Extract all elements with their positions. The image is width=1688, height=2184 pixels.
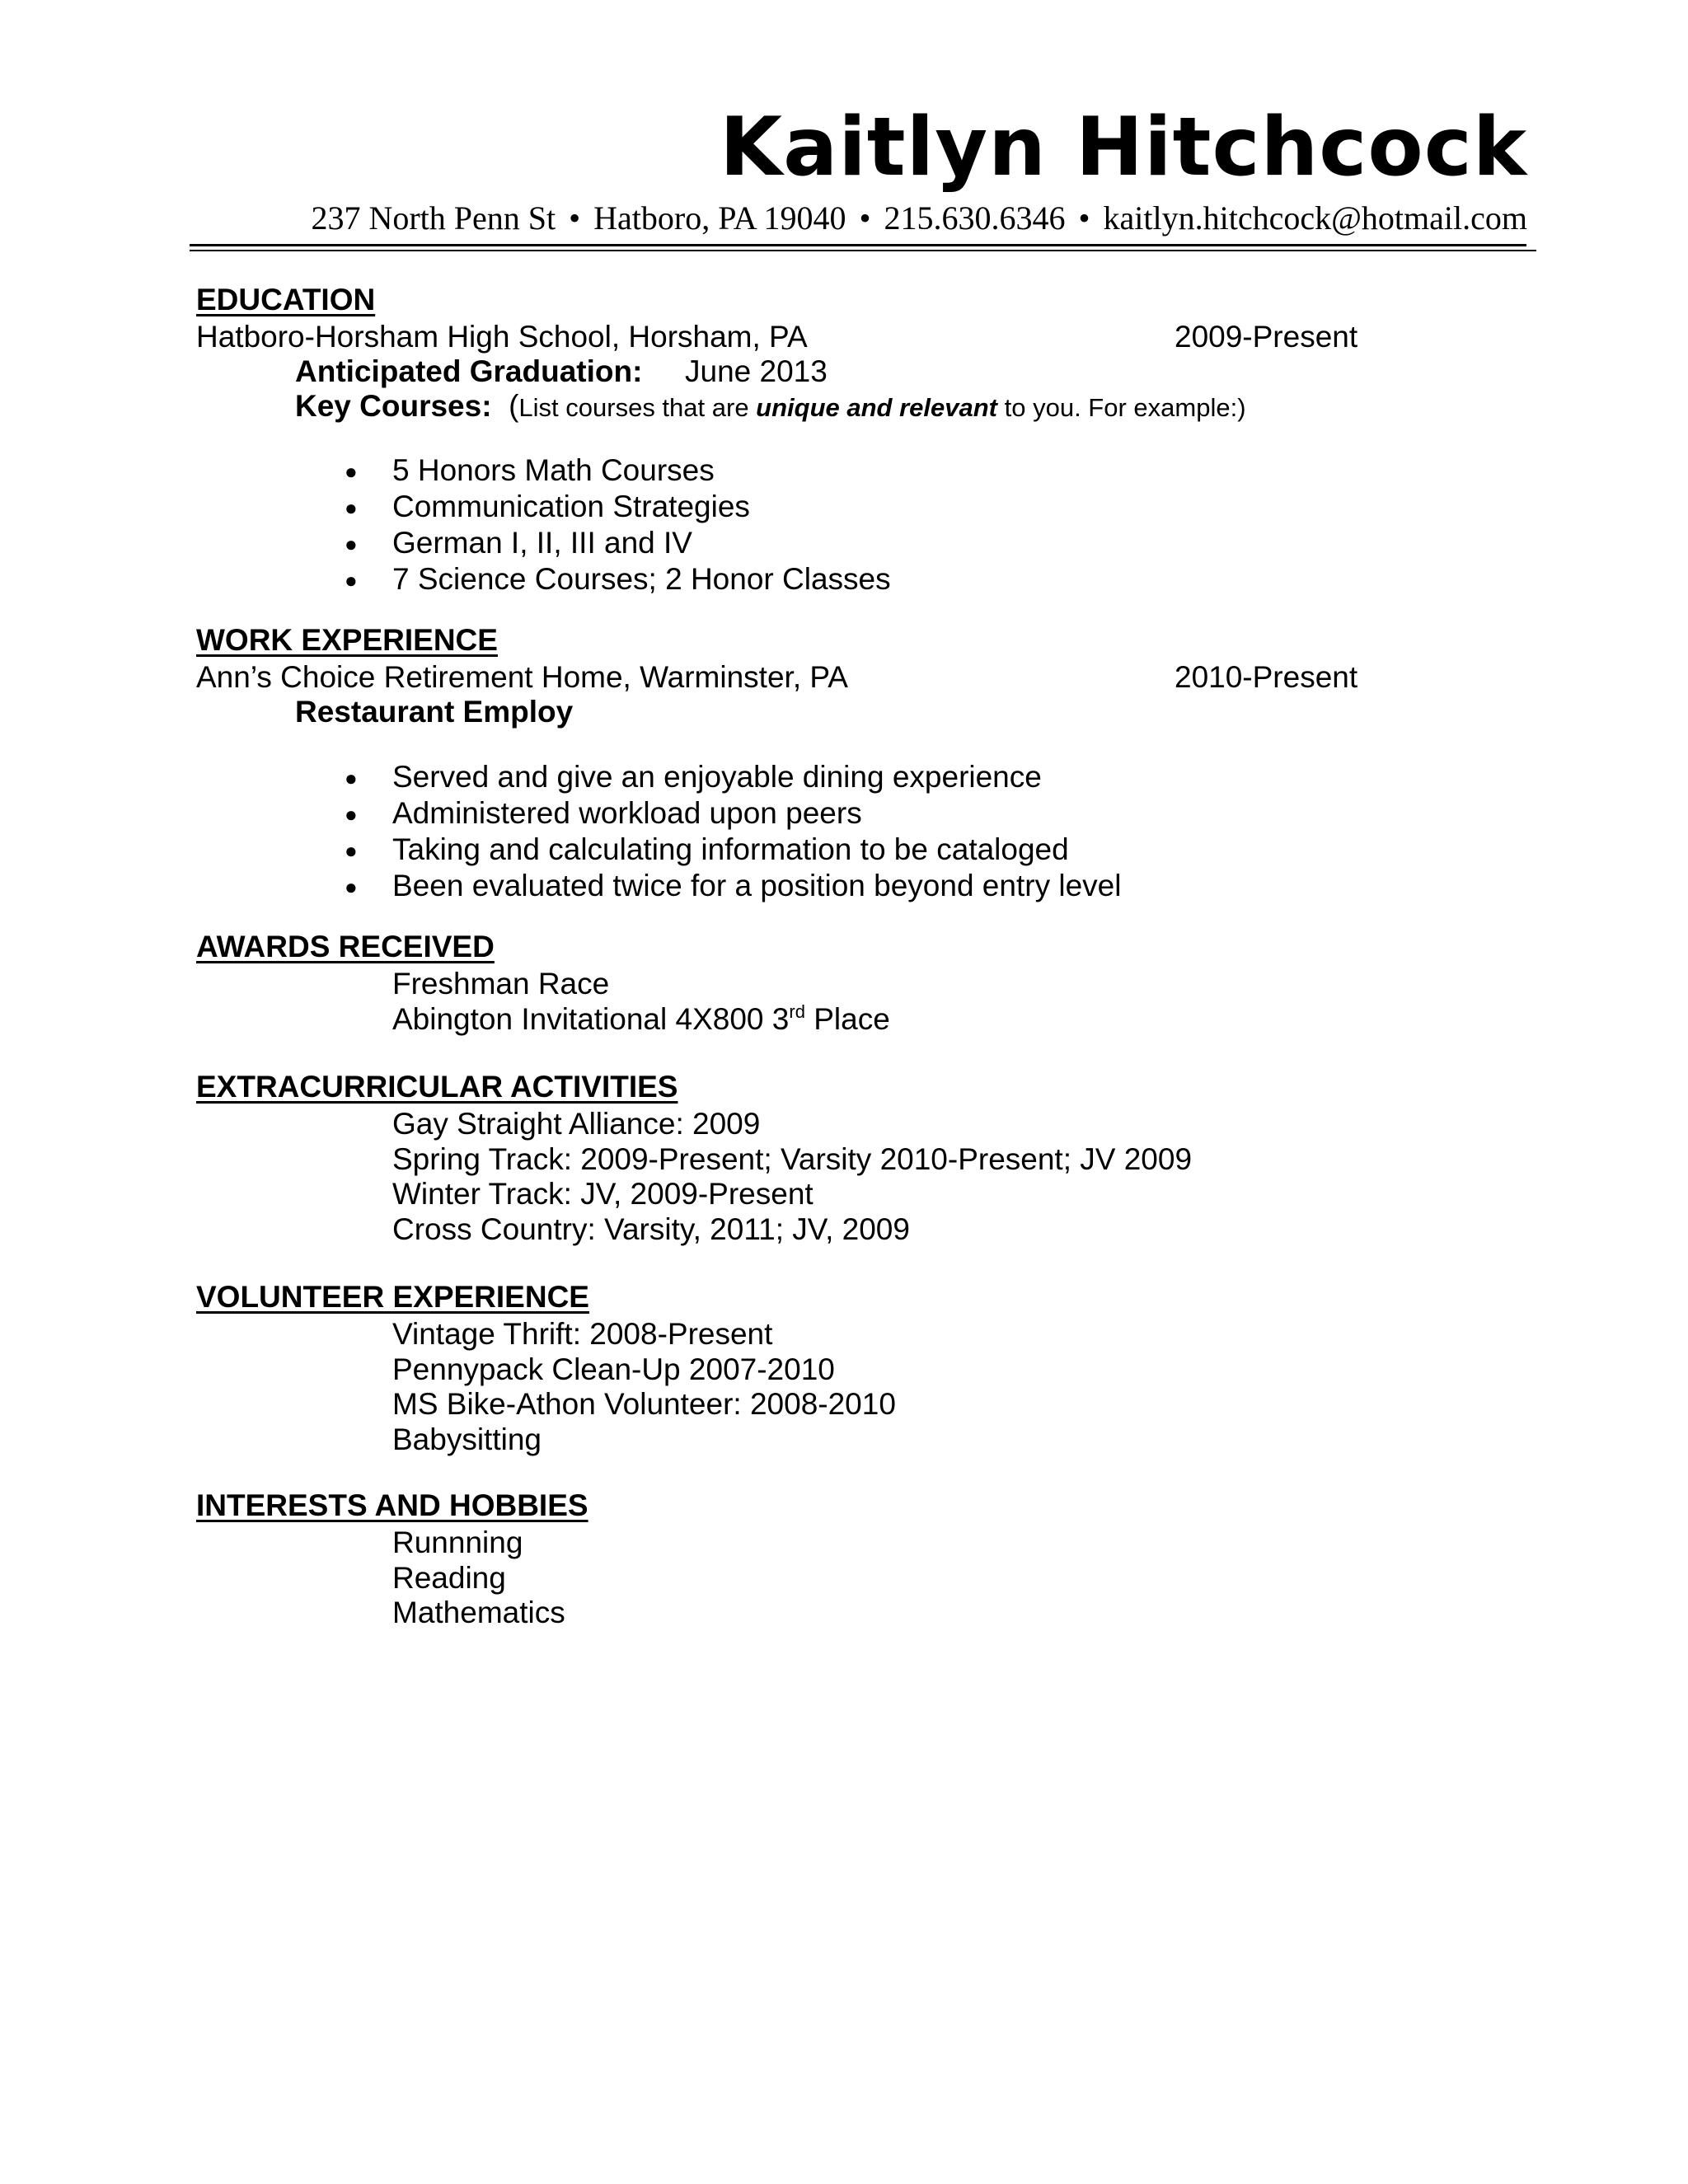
graduation-value: June 2013 — [685, 354, 828, 388]
extracurricular-heading: EXTRACURRICULAR ACTIVITIES — [196, 1070, 678, 1104]
list-item: Reading — [392, 1560, 506, 1595]
course-item: Communication Strategies — [392, 490, 750, 523]
list-item — [345, 834, 1121, 870]
work-dates: 2010-Present — [1175, 660, 1358, 694]
education-heading: EDUCATION — [196, 283, 376, 316]
awards-heading: AWARDS RECEIVED — [196, 930, 495, 963]
interests-heading: INTERESTS AND HOBBIES — [196, 1488, 588, 1522]
list-item — [345, 455, 891, 491]
award-text: Abington Invitational 4X800 3 — [392, 1001, 790, 1036]
list-item: Winter Track: JV, 2009-Present — [392, 1177, 814, 1211]
separator-dot: • — [569, 199, 581, 237]
candidate-name: Kaitlyn Hitchcock — [720, 101, 1527, 194]
duty-list — [345, 762, 1121, 907]
list-item — [345, 491, 891, 527]
list-item — [392, 1001, 890, 1039]
bullet-icon: ● — [345, 874, 358, 899]
education-school: Hatboro-Horsham High School, Horsham, PA — [196, 320, 808, 354]
bullet-icon: ● — [345, 459, 358, 484]
list-item: MS Bike-Athon Volunteer: 2008-2010 — [392, 1387, 896, 1421]
bullet-icon: ● — [345, 568, 358, 593]
key-courses-note-emphasis: unique and relevant — [756, 393, 998, 422]
course-item: German I, II, III and IV — [392, 526, 692, 560]
bullet-icon: ● — [345, 532, 358, 556]
bullet-icon: ● — [345, 766, 358, 790]
extracurricular-list — [392, 1108, 1192, 1249]
list-item — [345, 870, 1121, 907]
duty-item: Taking and calculating information to be cataloged — [392, 832, 1069, 866]
key-courses-note-post: to you. For example:) — [997, 393, 1246, 422]
city-state-zip: Hatboro, PA 19040 — [593, 199, 846, 237]
volunteer-heading: VOLUNTEER EXPERIENCE — [196, 1280, 589, 1314]
street-address: 237 North Penn St — [311, 199, 556, 237]
list-item: Vintage Thrift: 2008-Present — [392, 1317, 773, 1351]
key-courses-line — [295, 391, 1246, 421]
list-item: Mathematics — [392, 1596, 565, 1629]
header-rule-top — [190, 244, 1526, 246]
list-item: Runnning — [392, 1526, 523, 1559]
awards-list — [392, 968, 890, 1038]
separator-dot: • — [1078, 199, 1090, 237]
award-text-post: Place — [804, 1001, 890, 1036]
education-dates: 2009-Present — [1175, 320, 1358, 354]
work-employer: Ann’s Choice Retirement Home, Warminster, PA — [196, 660, 848, 694]
key-courses-note-pre: List courses that are — [518, 393, 757, 422]
list-item: Gay Straight Alliance: 2009 — [392, 1107, 761, 1141]
bullet-icon: ● — [345, 495, 358, 520]
key-courses-label: Key Courses: — [295, 389, 492, 423]
phone-number: 215.630.6346 — [884, 199, 1066, 237]
duty-item: Served and give an enjoyable dining experience — [392, 760, 1042, 794]
course-item: 5 Honors Math Courses — [392, 453, 715, 487]
list-item: Cross Country: Varsity, 2011; JV, 2009 — [392, 1212, 910, 1246]
work-role: Restaurant Employ — [295, 695, 574, 729]
list-item: Freshman Race — [392, 967, 610, 1001]
list-item: Spring Track: 2009-Present; Varsity 2010-Present; JV 2009 — [392, 1141, 1193, 1176]
volunteer-list — [392, 1319, 896, 1459]
list-item — [345, 527, 891, 564]
list-item: Babysitting — [392, 1422, 542, 1456]
course-list — [345, 455, 891, 600]
course-item: 7 Science Courses; 2 Honor Classes — [392, 562, 891, 596]
graduation-label: Anticipated Graduation: — [295, 354, 643, 388]
list-item — [345, 762, 1121, 798]
interests-list — [392, 1527, 565, 1633]
list-item — [345, 798, 1121, 834]
key-courses-paren: ( — [509, 389, 519, 423]
bullet-icon: ● — [345, 802, 358, 827]
list-item — [345, 564, 891, 600]
work-heading: WORK EXPERIENCE — [196, 623, 498, 657]
separator-dot: • — [859, 199, 871, 237]
contact-line — [311, 199, 1527, 237]
duty-item: Administered workload upon peers — [392, 796, 862, 830]
email-address: kaitlyn.hitchcock@hotmail.com — [1103, 199, 1527, 237]
award-ordinal: rd — [789, 1001, 805, 1022]
list-item: Pennypack Clean-Up 2007-2010 — [392, 1352, 835, 1386]
header-rule-bottom — [190, 250, 1536, 251]
bullet-icon: ● — [345, 838, 358, 863]
duty-item: Been evaluated twice for a position beyond entry level — [392, 869, 1122, 902]
